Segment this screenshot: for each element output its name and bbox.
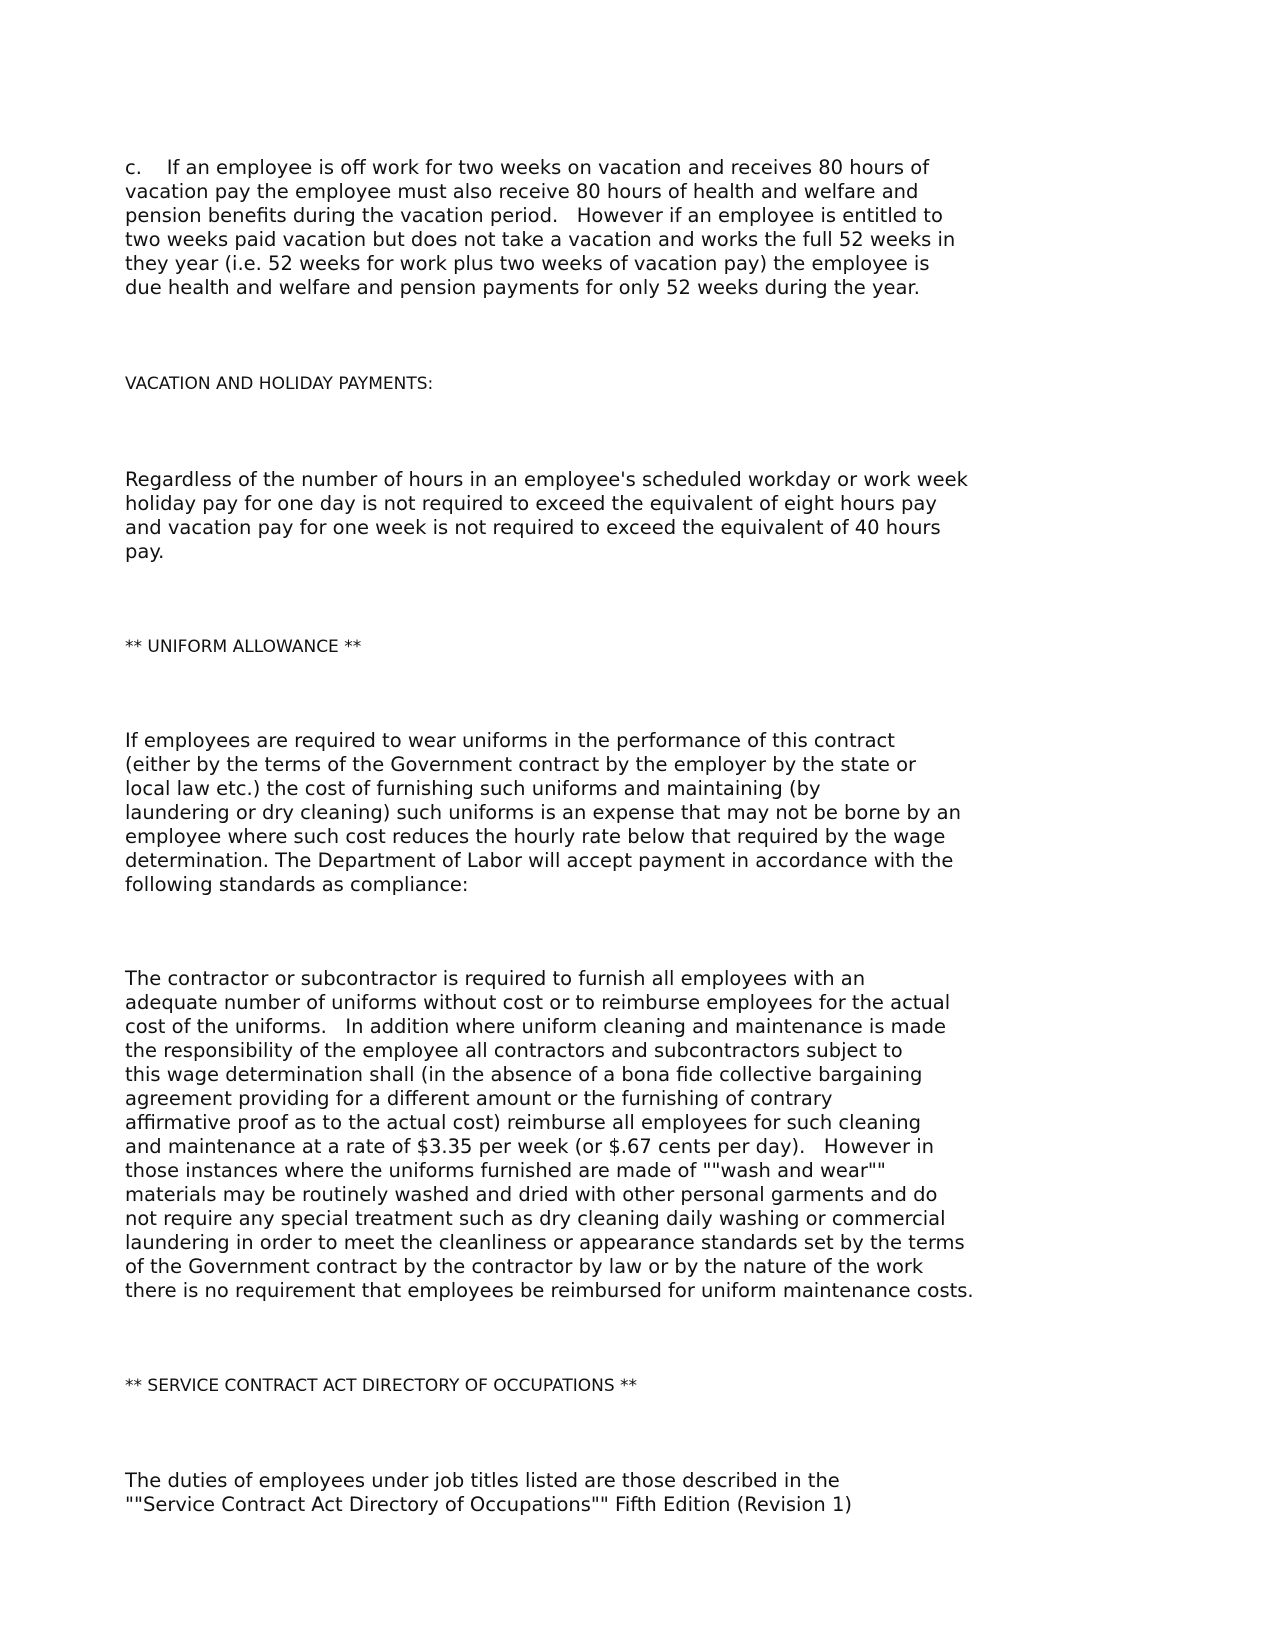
- text-line: they year (i.e. 52 weeks for work plus two weeks of vacation pay) the employee is: [125, 252, 930, 275]
- text-line: and vacation pay for one week is not required to exceed the equivalent of 40 hours: [125, 516, 941, 539]
- text-line: determination. The Department of Labor will accept payment in accordance with the: [125, 849, 954, 872]
- text-line: following standards as compliance:: [125, 873, 469, 896]
- vacation-holiday-heading: VACATION AND HOLIDAY PAYMENTS:: [125, 374, 434, 394]
- text-line: vacation pay the employee must also receive 80 hours of health and welfare and: [125, 180, 919, 203]
- text-line: local law etc.) the cost of furnishing such uniforms and maintaining (by: [125, 777, 821, 800]
- text-line: of the Government contract by the contractor by law or by the nature of the work: [125, 1255, 924, 1278]
- text-line: the responsibility of the employee all contractors and subcontractors subject to: [125, 1039, 903, 1062]
- text-line: cost of the uniforms. In addition where uniform cleaning and maintenance is made: [125, 1015, 946, 1038]
- text-line: and maintenance at a rate of $3.35 per week (or $.67 cents per day). However in: [125, 1135, 935, 1158]
- text-line: The duties of employees under job titles listed are those described in the: [125, 1469, 840, 1492]
- text-line: those instances where the uniforms furnished are made of ""wash and wear"": [125, 1159, 886, 1182]
- text-line: adequate number of uniforms without cost or to reimburse employees for the actual: [125, 991, 951, 1014]
- text-line: due health and welfare and pension payments for only 52 weeks during the year.: [125, 276, 920, 299]
- text-line: The contractor or subcontractor is required to furnish all employees with an: [125, 967, 866, 990]
- text-line: pay.: [125, 540, 165, 563]
- text-line: holiday pay for one day is not required to exceed the equivalent of eight hours pay: [125, 492, 937, 515]
- text-line: not require any special treatment such as dry cleaning daily washing or commercial: [125, 1207, 946, 1230]
- text-line: this wage determination shall (in the absence of a bona fide collective bargaining: [125, 1063, 923, 1086]
- text-line: laundering or dry cleaning) such uniforms is an expense that may not be borne by an: [125, 801, 961, 824]
- text-line: affirmative proof as to the actual cost) reimburse all employees for such cleaning: [125, 1111, 922, 1134]
- text-line: laundering in order to meet the cleanliness or appearance standards set by the terms: [125, 1231, 965, 1254]
- text-line: ""Service Contract Act Directory of Occupations"" Fifth Edition (Revision 1): [125, 1493, 852, 1516]
- text-line: agreement providing for a different amount or the furnishing of contrary: [125, 1087, 833, 1110]
- text-line: there is no requirement that employees be reimbursed for uniform maintenance costs.: [125, 1279, 974, 1302]
- text-line: employee where such cost reduces the hourly rate below that required by the wage: [125, 825, 946, 848]
- text-line: c. If an employee is off work for two weeks on vacation and receives 80 hours of: [125, 156, 930, 179]
- uniform-allowance-heading: ** UNIFORM ALLOWANCE **: [125, 637, 362, 657]
- text-line: (either by the terms of the Government contract by the employer by the state or: [125, 753, 917, 776]
- directory-heading: ** SERVICE CONTRACT ACT DIRECTORY OF OCCUPATIONS **: [125, 1376, 638, 1396]
- text-line: Regardless of the number of hours in an employee's scheduled workday or work week: [125, 468, 968, 491]
- text-line: two weeks paid vacation but does not take a vacation and works the full 52 weeks in: [125, 228, 956, 251]
- text-line: materials may be routinely washed and dried with other personal garments and do: [125, 1183, 938, 1206]
- text-line: If employees are required to wear uniforms in the performance of this contract: [125, 729, 895, 752]
- text-line: pension benefits during the vacation period. However if an employee is entitled to: [125, 204, 943, 227]
